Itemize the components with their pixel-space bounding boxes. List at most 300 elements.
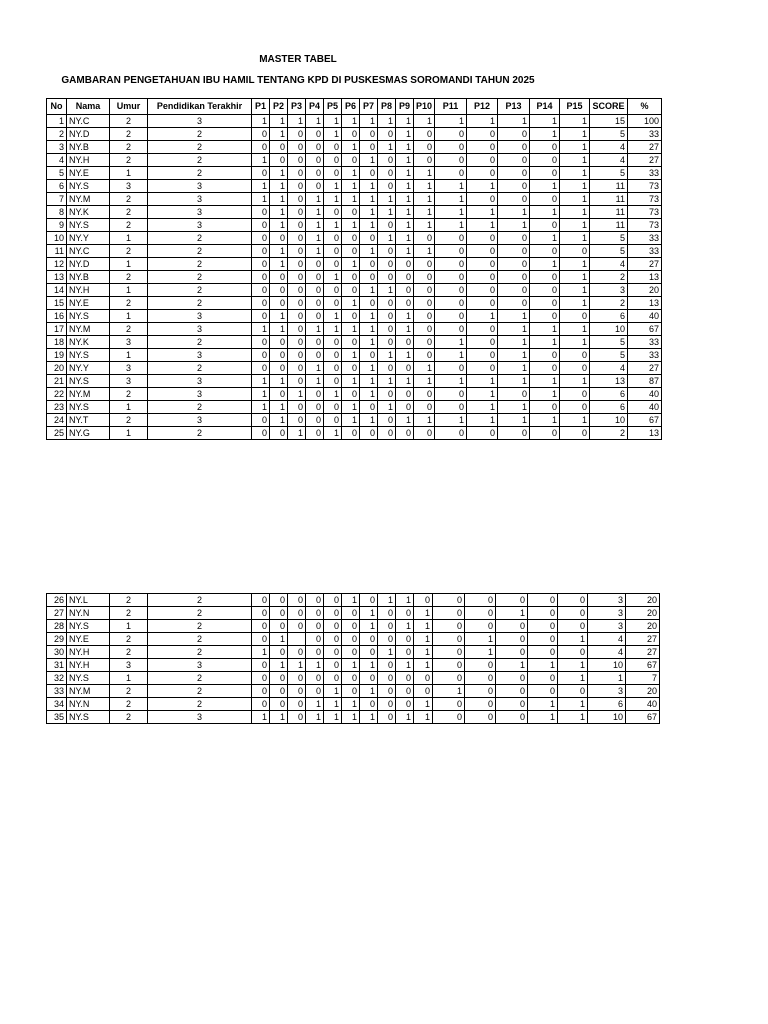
- table-cell: 0: [467, 284, 498, 297]
- table-cell: 1: [306, 232, 324, 245]
- table-cell: 0: [378, 219, 396, 232]
- table-cell: 0: [252, 310, 270, 323]
- table-cell: 0: [288, 375, 306, 388]
- table-cell: 0: [342, 284, 360, 297]
- table-cell: 0: [378, 633, 396, 646]
- table-cell: 1: [467, 388, 498, 401]
- table-cell: 3: [148, 219, 252, 232]
- table-cell: 40: [628, 388, 662, 401]
- table-cell: 1: [342, 141, 360, 154]
- table-cell: 1: [270, 180, 288, 193]
- table-cell: 2: [148, 698, 252, 711]
- table-cell: 0: [530, 349, 560, 362]
- table-cell: 0: [360, 646, 378, 659]
- table-cell: 0: [530, 167, 560, 180]
- table-cell: 0: [252, 245, 270, 258]
- table-cell: 0: [498, 271, 530, 284]
- table-cell: 0: [433, 633, 465, 646]
- table-cell: 0: [306, 607, 324, 620]
- table-cell: NY.M: [67, 388, 110, 401]
- table-cell: 0: [465, 620, 496, 633]
- table-cell: 5: [590, 167, 628, 180]
- table-cell: 0: [288, 232, 306, 245]
- table-cell: 1: [498, 375, 530, 388]
- table-cell: 1: [324, 128, 342, 141]
- table-cell: 13: [47, 271, 67, 284]
- table-cell: 0: [414, 349, 435, 362]
- table-cell: 1: [324, 711, 342, 724]
- table-cell: 1: [414, 193, 435, 206]
- table-cell: 1: [360, 414, 378, 427]
- table-cell: 3: [148, 349, 252, 362]
- table-cell: 0: [465, 672, 496, 685]
- table-cell: 0: [530, 193, 560, 206]
- table-row: [47, 414, 662, 427]
- table-cell: 87: [628, 375, 662, 388]
- table-cell: 0: [467, 297, 498, 310]
- table-cell: 1: [252, 401, 270, 414]
- table-row: [47, 427, 662, 440]
- table-cell: 0: [306, 594, 324, 607]
- table-cell: 0: [414, 672, 433, 685]
- table-cell: 27: [626, 633, 660, 646]
- table-cell: 1: [306, 245, 324, 258]
- table-cell: 2: [110, 698, 148, 711]
- table-cell: NY.H: [67, 284, 110, 297]
- table-cell: 0: [288, 685, 306, 698]
- table-cell: 28: [47, 620, 67, 633]
- column-header: SCORE: [590, 99, 628, 115]
- table-cell: 0: [528, 594, 558, 607]
- table-cell: 2: [110, 193, 148, 206]
- table-cell: 0: [342, 310, 360, 323]
- table-cell: 0: [414, 271, 435, 284]
- table-cell: 0: [360, 672, 378, 685]
- table-cell: 0: [288, 620, 306, 633]
- table-cell: 0: [306, 297, 324, 310]
- table-cell: 0: [433, 659, 465, 672]
- table-row: [47, 698, 660, 711]
- table-cell: NY.S: [67, 349, 110, 362]
- table-cell: 3: [110, 336, 148, 349]
- table-cell: 0: [498, 193, 530, 206]
- table-cell: 1: [396, 245, 414, 258]
- table-cell: 16: [47, 310, 67, 323]
- table-row: [47, 167, 662, 180]
- table-cell: 0: [288, 271, 306, 284]
- table-cell: 0: [498, 245, 530, 258]
- table-cell: NY.H: [67, 646, 110, 659]
- table-cell: 40: [628, 401, 662, 414]
- table-cell: 0: [324, 362, 342, 375]
- table-cell: 0: [530, 219, 560, 232]
- table-cell: 0: [433, 711, 465, 724]
- table-cell: 35: [47, 711, 67, 724]
- table-cell: 1: [530, 258, 560, 271]
- table-cell: NY.B: [67, 141, 110, 154]
- table-cell: 25: [47, 427, 67, 440]
- table-cell: 1: [252, 375, 270, 388]
- table-cell: 0: [252, 258, 270, 271]
- table-cell: 7: [626, 672, 660, 685]
- table-cell: 0: [467, 193, 498, 206]
- table-cell: 0: [360, 427, 378, 440]
- table-cell: 0: [288, 193, 306, 206]
- table-cell: 0: [306, 180, 324, 193]
- table-cell: 3: [148, 310, 252, 323]
- table-cell: 2: [110, 297, 148, 310]
- table-cell: 0: [396, 401, 414, 414]
- table-cell: 0: [433, 620, 465, 633]
- table-cell: 0: [414, 427, 435, 440]
- table-cell: 0: [288, 297, 306, 310]
- table-cell: 1: [342, 219, 360, 232]
- table-cell: 0: [360, 698, 378, 711]
- table-row: [47, 323, 662, 336]
- table-cell: 0: [414, 310, 435, 323]
- table-cell: 1: [378, 141, 396, 154]
- table-cell: 0: [306, 414, 324, 427]
- table-cell: 0: [467, 349, 498, 362]
- table-cell: 0: [465, 711, 496, 724]
- table-cell: 1: [530, 232, 560, 245]
- table-cell: 1: [270, 310, 288, 323]
- table-cell: 33: [628, 232, 662, 245]
- table-cell: 1: [270, 206, 288, 219]
- table-cell: 6: [590, 401, 628, 414]
- table-row: [47, 672, 660, 685]
- table-cell: 1: [396, 659, 414, 672]
- table-cell: 1: [324, 219, 342, 232]
- table-cell: 1: [414, 711, 433, 724]
- table-header-row: [47, 99, 662, 115]
- table-cell: 0: [560, 349, 590, 362]
- table-cell: 1: [306, 323, 324, 336]
- table-cell: 1: [324, 193, 342, 206]
- table-cell: 1: [396, 193, 414, 206]
- table-cell: NY.S: [67, 672, 110, 685]
- table-cell: 0: [414, 284, 435, 297]
- table-cell: 1: [270, 633, 288, 646]
- table-cell: 1: [498, 362, 530, 375]
- table-cell: 4: [590, 141, 628, 154]
- table-cell: 0: [467, 232, 498, 245]
- table-cell: 67: [628, 323, 662, 336]
- table-cell: 0: [306, 271, 324, 284]
- master-table-part-2: [46, 593, 660, 724]
- table-cell: 1: [360, 711, 378, 724]
- table-cell: 0: [324, 414, 342, 427]
- table-cell: 1: [435, 349, 467, 362]
- table-cell: 1: [252, 388, 270, 401]
- table-cell: 0: [306, 685, 324, 698]
- table-cell: 1: [360, 375, 378, 388]
- table-cell: 0: [324, 297, 342, 310]
- table-cell: 2: [110, 141, 148, 154]
- table-cell: 0: [496, 698, 528, 711]
- table-cell: 0: [270, 336, 288, 349]
- table-cell: 0: [270, 141, 288, 154]
- table-cell: 1: [435, 180, 467, 193]
- table-cell: 0: [435, 401, 467, 414]
- column-header: P2: [270, 99, 288, 115]
- column-header: P3: [288, 99, 306, 115]
- table-cell: 1: [560, 115, 590, 128]
- table-cell: 0: [435, 271, 467, 284]
- table-cell: 14: [47, 284, 67, 297]
- table-cell: 0: [306, 401, 324, 414]
- table-cell: 3: [148, 711, 252, 724]
- table-cell: 3: [110, 362, 148, 375]
- table-cell: 1: [396, 310, 414, 323]
- table-cell: 0: [252, 219, 270, 232]
- table-cell: 0: [433, 672, 465, 685]
- table-cell: 0: [252, 297, 270, 310]
- table-cell: 0: [530, 362, 560, 375]
- table-cell: 4: [590, 362, 628, 375]
- table-cell: 1: [414, 620, 433, 633]
- table-cell: 0: [288, 349, 306, 362]
- table-cell: 0: [530, 284, 560, 297]
- table-cell: 0: [252, 362, 270, 375]
- table-cell: 1: [435, 115, 467, 128]
- table-cell: 0: [530, 154, 560, 167]
- table-cell: 0: [342, 245, 360, 258]
- table-cell: NY.K: [67, 206, 110, 219]
- table-cell: 0: [498, 167, 530, 180]
- table-cell: 33: [628, 336, 662, 349]
- table-cell: 0: [496, 685, 528, 698]
- table-cell: 0: [496, 646, 528, 659]
- table-cell: 0: [498, 284, 530, 297]
- table-cell: 0: [360, 271, 378, 284]
- table-cell: 21: [47, 375, 67, 388]
- table-cell: 1: [342, 193, 360, 206]
- table-cell: 0: [288, 258, 306, 271]
- table-cell: 13: [628, 271, 662, 284]
- table-cell: 0: [288, 698, 306, 711]
- table-cell: 1: [360, 245, 378, 258]
- table-cell: NY.E: [67, 633, 110, 646]
- table-cell: 0: [288, 310, 306, 323]
- table-cell: 1: [252, 711, 270, 724]
- table-cell: 0: [558, 607, 588, 620]
- table-cell: 0: [324, 620, 342, 633]
- table-cell: 0: [414, 128, 435, 141]
- table-cell: 2: [110, 219, 148, 232]
- table-cell: 1: [560, 154, 590, 167]
- table-cell: 0: [270, 297, 288, 310]
- table-cell: 0: [270, 685, 288, 698]
- table-cell: 20: [626, 620, 660, 633]
- table-cell: 1: [360, 206, 378, 219]
- table-cell: 0: [414, 388, 435, 401]
- table-row: [47, 258, 662, 271]
- table-cell: 1: [530, 180, 560, 193]
- table-row: [47, 206, 662, 219]
- table-cell: 0: [324, 245, 342, 258]
- table-cell: 0: [530, 245, 560, 258]
- table-cell: 0: [306, 336, 324, 349]
- table-cell: 2: [110, 607, 148, 620]
- table-cell: 67: [626, 711, 660, 724]
- table-cell: 0: [252, 607, 270, 620]
- table-cell: 0: [306, 310, 324, 323]
- table-cell: 0: [360, 258, 378, 271]
- table-cell: 1: [530, 206, 560, 219]
- table-cell: 1: [396, 349, 414, 362]
- table-row: [47, 375, 662, 388]
- table-cell: 0: [498, 388, 530, 401]
- table-cell: 1: [498, 206, 530, 219]
- table-cell: 0: [560, 401, 590, 414]
- table-cell: 0: [252, 336, 270, 349]
- table-cell: 0: [306, 388, 324, 401]
- table-cell: 0: [435, 323, 467, 336]
- table-cell: 33: [628, 245, 662, 258]
- table-cell: 2: [110, 206, 148, 219]
- table-cell: 0: [288, 141, 306, 154]
- table-cell: NY.E: [67, 167, 110, 180]
- table-cell: 1: [306, 362, 324, 375]
- table-cell: 0: [378, 620, 396, 633]
- table-cell: 1: [378, 401, 396, 414]
- table-cell: 0: [252, 206, 270, 219]
- table-cell: 12: [47, 258, 67, 271]
- table-cell: 6: [590, 388, 628, 401]
- table-cell: 0: [270, 271, 288, 284]
- table-cell: 1: [414, 206, 435, 219]
- table-row: [47, 232, 662, 245]
- table-cell: 0: [306, 620, 324, 633]
- table-cell: 0: [396, 336, 414, 349]
- column-header: Umur: [110, 99, 148, 115]
- table-cell: 0: [270, 698, 288, 711]
- table-cell: 10: [588, 711, 626, 724]
- table-cell: 0: [306, 349, 324, 362]
- table-cell: 2: [110, 154, 148, 167]
- table-cell: NY.G: [67, 427, 110, 440]
- table-cell: 1: [360, 607, 378, 620]
- table-cell: 1: [396, 128, 414, 141]
- table-cell: 1: [110, 167, 148, 180]
- column-header: P11: [435, 99, 467, 115]
- table-cell: 1: [270, 128, 288, 141]
- table-cell: 0: [414, 323, 435, 336]
- table-cell: 0: [378, 180, 396, 193]
- table-cell: 1: [270, 375, 288, 388]
- table-cell: 0: [467, 323, 498, 336]
- table-cell: 1: [498, 219, 530, 232]
- table-cell: 13: [590, 375, 628, 388]
- table-cell: 1: [414, 362, 435, 375]
- table-cell: 0: [288, 607, 306, 620]
- table-cell: 15: [590, 115, 628, 128]
- table-cell: 1: [414, 180, 435, 193]
- table-cell: 0: [435, 362, 467, 375]
- table-cell: 0: [435, 427, 467, 440]
- table-cell: 33: [628, 167, 662, 180]
- table-cell: 0: [414, 154, 435, 167]
- table-row: [47, 271, 662, 284]
- table-cell: 2: [47, 128, 67, 141]
- table-cell: 34: [47, 698, 67, 711]
- table-cell: 33: [47, 685, 67, 698]
- table-cell: 0: [342, 607, 360, 620]
- table-cell: NY.S: [67, 401, 110, 414]
- table-cell: 24: [47, 414, 67, 427]
- table-cell: 1: [342, 167, 360, 180]
- table-cell: 2: [148, 258, 252, 271]
- table-cell: 1: [342, 711, 360, 724]
- table-cell: 2: [590, 297, 628, 310]
- table-cell: 0: [360, 232, 378, 245]
- table-cell: 0: [498, 258, 530, 271]
- table-cell: 1: [270, 323, 288, 336]
- column-header: Pendidikan Terakhir: [148, 99, 252, 115]
- table-cell: 1: [252, 115, 270, 128]
- table-cell: 0: [528, 685, 558, 698]
- table-cell: 0: [288, 646, 306, 659]
- table-cell: 0: [396, 388, 414, 401]
- table-cell: 20: [626, 594, 660, 607]
- table-cell: 1: [360, 388, 378, 401]
- table-cell: 0: [498, 128, 530, 141]
- table-cell: 0: [360, 401, 378, 414]
- table-cell: 1: [360, 620, 378, 633]
- table-cell: 1: [496, 607, 528, 620]
- table-cell: 1: [530, 128, 560, 141]
- table-cell: 1: [270, 659, 288, 672]
- table-cell: 1: [498, 323, 530, 336]
- table-cell: 73: [628, 219, 662, 232]
- table-cell: 1: [414, 698, 433, 711]
- table-cell: 0: [396, 258, 414, 271]
- table-cell: 3: [148, 375, 252, 388]
- table-cell: 3: [148, 659, 252, 672]
- table-cell: 0: [378, 362, 396, 375]
- table-cell: 0: [324, 167, 342, 180]
- column-header: P8: [378, 99, 396, 115]
- table-cell: 1: [396, 620, 414, 633]
- table-cell: 1: [342, 323, 360, 336]
- table-cell: 0: [378, 258, 396, 271]
- table-cell: 0: [324, 594, 342, 607]
- table-cell: 3: [148, 323, 252, 336]
- table-row: [47, 336, 662, 349]
- table-cell: 1: [560, 219, 590, 232]
- table-cell: 23: [47, 401, 67, 414]
- table-cell: 0: [435, 284, 467, 297]
- table-cell: 20: [626, 607, 660, 620]
- table-cell: 1: [252, 180, 270, 193]
- table-cell: NY.H: [67, 154, 110, 167]
- table-cell: 1: [342, 258, 360, 271]
- table-cell: 0: [306, 154, 324, 167]
- table-cell: 1: [252, 323, 270, 336]
- table-cell: 0: [288, 180, 306, 193]
- table-cell: 27: [628, 141, 662, 154]
- table-cell: 2: [148, 232, 252, 245]
- table-cell: 1: [530, 115, 560, 128]
- table-cell: 10: [590, 414, 628, 427]
- table-cell: 0: [467, 154, 498, 167]
- table-cell: 0: [414, 685, 433, 698]
- table-cell: 1: [110, 232, 148, 245]
- table-cell: 15: [47, 297, 67, 310]
- table-cell: 1: [560, 232, 590, 245]
- table-cell: 1: [324, 685, 342, 698]
